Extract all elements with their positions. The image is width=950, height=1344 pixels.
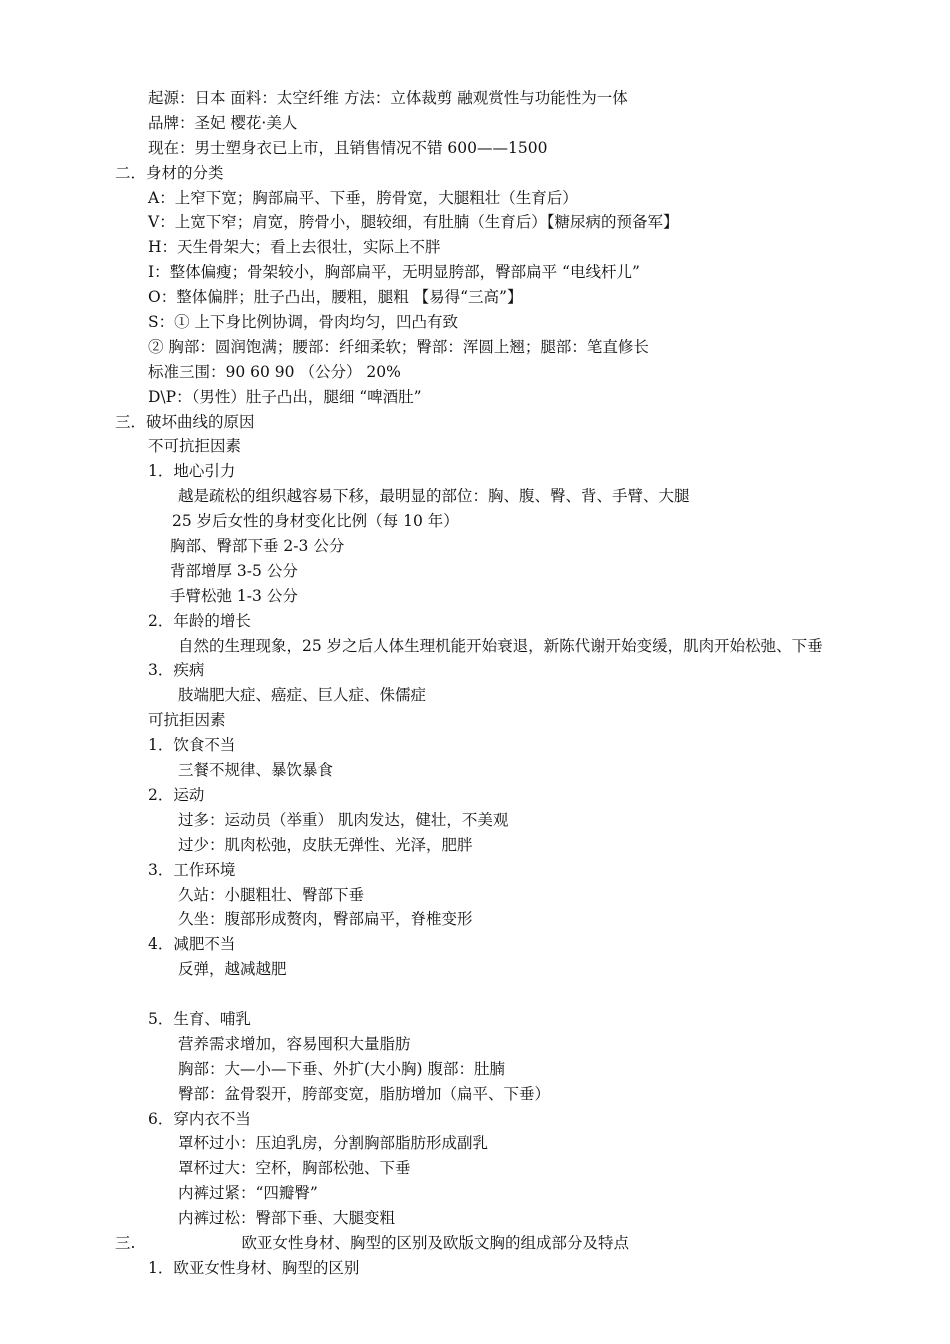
text-line: 胸部、臀部下垂 2-3 公分: [170, 537, 345, 556]
text-line: H：天生骨架大；看上去很壮，实际上不胖: [148, 238, 441, 257]
text-line: 5．生育、哺乳: [148, 1009, 251, 1028]
text-line: 二．身材的分类: [115, 163, 224, 182]
text-line: 可抗拒因素: [148, 711, 226, 730]
text-line: 2．年龄的增长: [148, 611, 251, 630]
text-line: 过少：肌肉松弛，皮肤无弹性、光泽，肥胖: [178, 835, 473, 854]
text-line: 6．穿内衣不当: [148, 1109, 251, 1128]
text-line: 2．运动: [148, 785, 205, 804]
text-line: 4．减肥不当: [148, 935, 236, 954]
document-body: [0, 86, 950, 1281]
text-line: 1．饮食不当: [148, 736, 236, 755]
text-line: 肢端肥大症、癌症、巨人症、侏儒症: [178, 686, 427, 705]
text-line: 臀部：盆骨裂开，胯部变宽，脂肪增加（扁平、下垂）: [178, 1084, 551, 1103]
subsection-heading: 1．欧亚女性身材、胸型的区别: [148, 1258, 360, 1277]
text-line: 反弹，越减越肥: [178, 960, 287, 979]
text-line: S：① 上下身比例协调，骨肉均匀，凹凸有致: [148, 313, 459, 332]
text-line: 内裤过松：臀部下垂、大腿变粗: [178, 1209, 396, 1228]
text-line: 3．疾病: [148, 661, 205, 680]
text-line: 现在：男士塑身衣已上市，且销售情况不错 600——1500: [148, 138, 548, 157]
text-line: 不可抗拒因素: [148, 437, 242, 456]
text-line: 三餐不规律、暴饮暴食: [178, 761, 334, 780]
text-line: V：上宽下窄；肩宽，胯骨小，腿较细，有肚腩（生育后）【糖尿病的预备军】: [148, 213, 679, 232]
text-line: A：上窄下宽；胸部扁平、下垂，胯骨宽，大腿粗壮（生育后）: [148, 188, 578, 207]
text-line: 25 岁后女性的身材变化比例（每 10 年）: [172, 512, 459, 531]
text-line: 起源：日本 面料：太空纤维 方法：立体裁剪 融观赏性与功能性为一体: [148, 89, 628, 107]
text-line: 品牌：圣妃 樱花·美人: [148, 113, 298, 132]
text-line: 罩杯过大：空杯，胸部松弛、下垂: [178, 1159, 411, 1178]
text-line: 手臂松弛 1-3 公分: [170, 586, 298, 605]
text-line: 胸部：大—小—下垂、外扩(大小胸) 腹部：肚腩: [178, 1059, 506, 1078]
text-line: I：整体偏瘦；骨架较小，胸部扁平，无明显胯部，臀部扁平 “电线杆儿”: [148, 263, 640, 282]
text-line: 越是疏松的组织越容易下移，最明显的部位：胸、腹、臀、背、手臂、大腿: [178, 487, 690, 506]
text-line: 三．破坏曲线的原因: [115, 412, 255, 431]
blank-line: [0, 982, 950, 1007]
text-line: 3．工作环境: [148, 860, 236, 879]
text-line: O：整体偏胖；肚子凸出，腰粗，腿粗 【易得“三高”】: [148, 288, 523, 307]
text-line: 罩杯过小：压迫乳房，分割胸部脂肪形成副乳: [178, 1134, 489, 1153]
section-title: 欧亚女性身材、胸型的区别及欧版文胸的组成部分及特点: [241, 1233, 629, 1252]
text-line: 久站：小腿粗壮、臀部下垂: [178, 885, 365, 904]
section-heading: [0, 1231, 950, 1256]
text-line: 过多：运动员（举重） 肌肉发达，健壮，不美观: [178, 810, 509, 829]
text-line: 营养需求增加，容易囤积大量脂肪: [178, 1034, 411, 1053]
text-line: D\P：（男性）肚子凸出，腿细 “啤酒肚”: [148, 387, 422, 406]
section-number: 三.: [115, 1233, 136, 1252]
text-line: 标准三围：90 60 90 （公分） 20%: [148, 362, 401, 381]
text-line: 1．地心引力: [148, 462, 236, 481]
text-lines: [0, 86, 950, 1231]
text-line: ② 胸部：圆润饱满；腰部：纤细柔软；臀部：浑圆上翘；腿部：笔直修长: [148, 337, 649, 356]
text-line: 背部增厚 3-5 公分: [170, 561, 298, 580]
text-line: 自然的生理现象，25 岁之后人体生理机能开始衰退，新陈代谢开始变缓，肌肉开始松弛、下垂: [178, 636, 823, 655]
text-line: 内裤过紧：“四瓣臀”: [178, 1184, 318, 1203]
text-line: 久坐：腹部形成赘肉，臀部扁平，脊椎变形: [178, 910, 473, 929]
